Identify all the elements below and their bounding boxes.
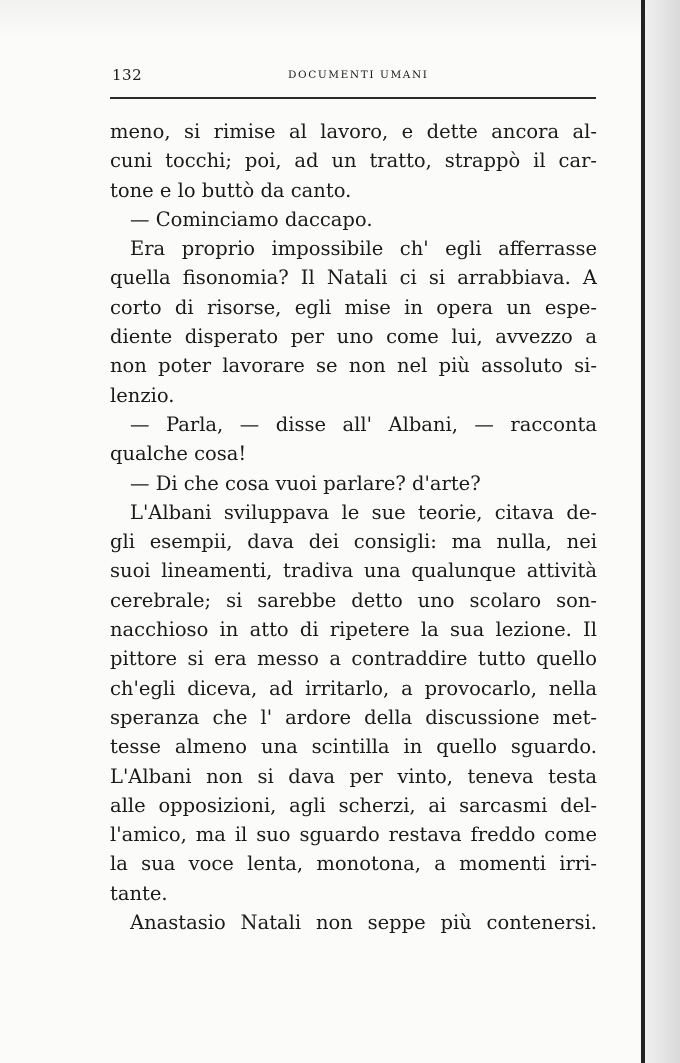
text-line: tone e lo buttò da canto. [110, 178, 352, 202]
text-line: ch'egli diceva, ad irritarlo, a provocarlo, nella [110, 676, 597, 700]
text-line: Anastasio Natali non seppe più contenersi. [130, 911, 597, 935]
text-line: speranza che l' ardore della discussione met- [110, 705, 597, 729]
page-number: 132 [112, 66, 143, 84]
text-line: lenzio. [110, 383, 175, 407]
body-text [110, 117, 597, 937]
text-line: L'Albani non si dava per vinto, teneva testa [110, 764, 597, 788]
text-line: meno, si rimise al lavoro, e dette ancora al- [110, 120, 597, 143]
binding-edge [642, 0, 680, 1063]
text-line: non poter lavorare se non nel più assoluto si- [110, 354, 597, 378]
text-line: alle opposizioni, agli scherzi, ai sarcasmi del- [110, 793, 597, 817]
text-line: suoi lineamenti, tradiva una qualunque attività [110, 559, 597, 583]
header-rule [110, 97, 596, 99]
text-line: tesse almeno una scintilla in quello sguardo. [110, 735, 597, 759]
text-line: — Cominciamo daccapo. [130, 207, 373, 231]
text-line: tante. [110, 881, 168, 905]
running-title: DOCUMENTI UMANI [288, 69, 429, 81]
text-line: L'Albani sviluppava le sue teorie, citava de- [130, 500, 597, 524]
page-top-shading [0, 0, 680, 40]
text-line: pittore si era messo a contraddire tutto quello [110, 647, 597, 671]
text-line: diente disperato per uno come lui, avvezzo a [110, 325, 597, 349]
text-line: — Parla, — disse all' Albani, — racconta [130, 412, 597, 436]
text-line: la sua voce lenta, monotona, a momenti irri- [110, 852, 597, 876]
running-head [112, 66, 596, 88]
text-line: corto di risorse, egli mise in opera un espe- [110, 295, 597, 319]
text-line: — Di che cosa vuoi parlare? d'arte? [130, 471, 481, 495]
text-line: nacchioso in atto di ripetere la sua lezione. Il [110, 618, 597, 642]
text-line: gli esempii, dava dei consigli: ma nulla, nei [110, 530, 597, 554]
text-line: l'amico, ma il suo sguardo restava freddo come [110, 823, 597, 847]
text-line: qualche cosa! [110, 442, 247, 466]
text-line: cerebrale; si sarebbe detto uno scolaro son- [110, 588, 597, 612]
binding-shadow-line [641, 0, 645, 1063]
text-line: quella fisonomia? Il Natali ci si arrabbiava. A [110, 266, 597, 290]
text-line: cuni tocchi; poi, ad un tratto, strappò il car- [110, 149, 597, 173]
text-line: Era proprio impossibile ch' egli afferrasse [130, 237, 597, 261]
